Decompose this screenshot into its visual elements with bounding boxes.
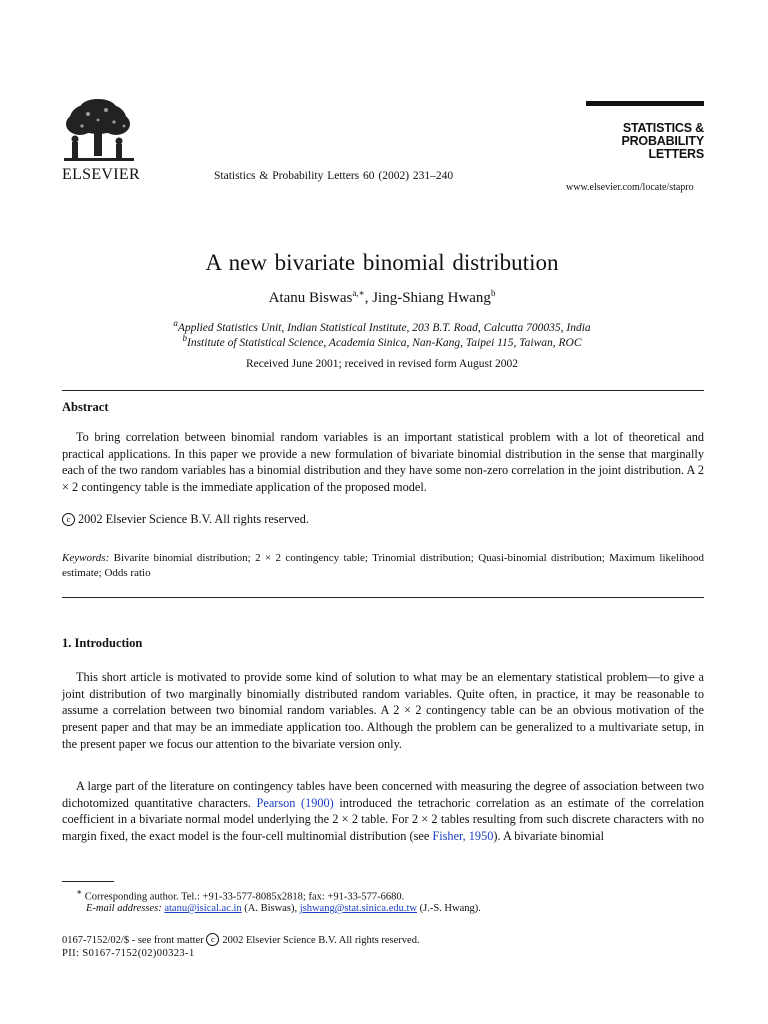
keywords-label: Keywords: [62, 552, 110, 564]
affiliation-text: Institute of Statistical Science, Academia Sinica, Nan-Kang, Taipei 115, Taiwan, ROC [187, 336, 582, 349]
affiliation-mark: b [182, 333, 187, 343]
issn-suffix: 2002 Elsevier Science B.V. All rights reserved. [222, 935, 420, 946]
journal-logo-line: PROBABILITY [621, 134, 704, 148]
author-separator: , [364, 290, 373, 306]
email-owner: (J.-S. Hwang). [417, 903, 481, 914]
footnote-mark: ∗ [76, 887, 83, 897]
copyright-text: 2002 Elsevier Science B.V. All rights reserved. [78, 512, 309, 526]
author-name: Atanu Biswas [268, 290, 353, 306]
body-paragraph [62, 778, 704, 845]
author-marks: a,∗ [352, 288, 365, 298]
body-paragraph: This short article is motivated to provide some kind of solution to what may be an elementary statistical problem—to give a joint distribution of two marginally binomially distributed random variables. Quite often, in practice, it may be reasonable to assume a correlation between two binomial random variables. A 2 × 2 contingency table can be an obvious motivation of the present paper and that may be an immediate application too. Although the problem can be generalized to a multivariate setup, in the present paper we focus our attention to the bivariate version only. [62, 670, 704, 751]
email-owner: (A. Biswas), [241, 903, 300, 914]
issn-line [62, 933, 420, 946]
citation-link[interactable]: Fisher, 1950 [432, 829, 494, 844]
footnote-divider [62, 881, 114, 882]
email-link[interactable]: atanu@isical.ac.in [164, 903, 242, 914]
journal-url[interactable]: www.elsevier.com/locate/stapro [566, 182, 694, 193]
citation-link[interactable]: Pearson (1900) [256, 795, 334, 810]
journal-logo-line: LETTERS [648, 147, 704, 161]
affiliation-text: Applied Statistics Unit, Indian Statistical Institute, 203 B.T. Road, Calcutta 700035, India [177, 321, 591, 334]
abstract-heading: Abstract [62, 400, 109, 414]
copyright-icon: c [62, 513, 75, 526]
author-list [0, 288, 764, 307]
affiliation [0, 333, 764, 349]
copyright-icon: c [206, 933, 219, 946]
keywords [62, 551, 704, 580]
divider [62, 597, 704, 598]
author-name: Jing-Shiang Hwang [372, 290, 491, 306]
email-link[interactable]: jshwang@stat.sinica.edu.tw [299, 903, 417, 914]
journal-reference: Statistics & Probability Letters 60 (2002) 231–240 [214, 170, 454, 182]
journal-logo-line: STATISTICS & [622, 121, 704, 135]
abstract-body: To bring correlation between binomial random variables is an important statistical problem with a lot of theoretical and practical applications. In this paper we provide a new formulation of bivariate binomial distribution in the sense that marginally each of the two random variables has a binomial distribution and they have some non-zero correlation in the joint distribution. A 2 × 2 contingency table is the immediate application of the proposed model. [62, 430, 704, 495]
paragraph-text: ). A bivariate binomial [493, 829, 605, 844]
elsevier-tree-logo [58, 98, 140, 166]
pii-line: PII: S0167-7152(02)00323-1 [62, 948, 195, 959]
received-dates: Received June 2001; received in revised form August 2002 [245, 358, 519, 370]
publisher-name: ELSEVIER [62, 166, 140, 183]
footnote-emails [86, 903, 481, 914]
author-marks: b [490, 288, 496, 298]
abstract-copyright [62, 512, 309, 527]
affiliation [0, 318, 764, 334]
affiliation-mark: a [173, 318, 178, 328]
issn-prefix: 0167-7152/02/$ - see front matter [62, 935, 204, 946]
journal-logo [586, 101, 704, 167]
keywords-text: Bivarite binomial distribution; 2 × 2 contingency table; Trinomial distribution; Quasi-binomial distribution; Maximum likelihood estimate; Odds ratio [62, 552, 704, 579]
footnote-text: Corresponding author. Tel.: +91-33-577-8085x2818; fax: +91-33-577-6680. [84, 891, 405, 903]
journal-logo-bar [586, 101, 704, 106]
email-label: E-mail addresses: [86, 903, 162, 914]
divider [62, 390, 704, 391]
footnote-corresponding [76, 887, 404, 903]
paragraph-text: A large part of the literature on contingency tables have been concerned with measuring the degree of association between two dichotomized quantitative characters. [62, 779, 704, 810]
paper-title: A new bivariate binomial distribution [205, 250, 559, 275]
section-heading: 1. Introduction [62, 636, 143, 650]
paragraph-text: introduced the tetrachoric correlation as an estimate of the correlation coefficient in a bivariate normal model underlying the 2 × 2 table. For 2 × 2 tables resulting from such discrete characters with no margin fixed, the exact model is the four-cell multinomial distribution (see [62, 795, 704, 844]
